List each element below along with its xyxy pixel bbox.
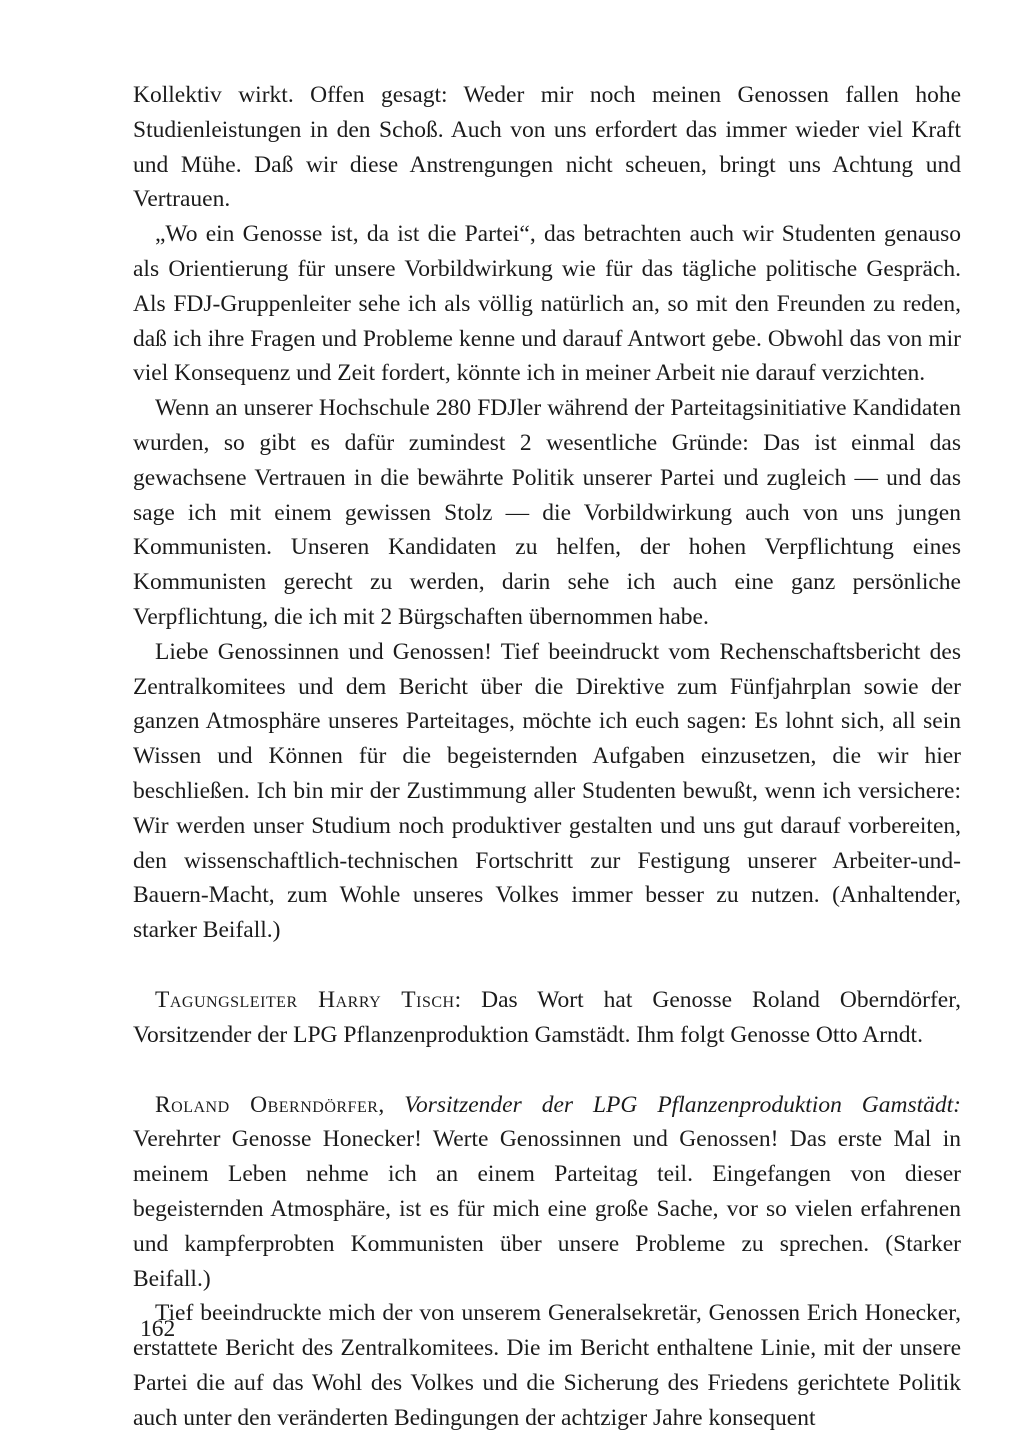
document-page [133, 78, 961, 1435]
page-number: 162 [140, 1316, 176, 1342]
section-gap [133, 1053, 961, 1088]
speech-text: Verehrter Genosse Honecker! Werte Genossinnen und Genossen! Das erste Mal in meinem Leben nehme ich an einem Parteitag teil. Eingefangen von dieser begeisternden Atmosphäre, ist es für mich eine große Sache, vor so vielen erfahrenen und kampferprobten Kommunisten über unsere Probleme zu sprechen. (Starker Beifall.) [133, 1126, 961, 1292]
speaker-name: Tagungsleiter Harry Tisch [155, 986, 455, 1013]
speech-text: : Das Wort hat Genosse Roland Oberndörfer, Vorsitzender der LPG Pflanzenproduktion Gamstädt. Ihm folgt Genosse Otto Arndt. [133, 986, 961, 1048]
paragraph-2: „Wo ein Genosse ist, da ist die Partei“, das betrachten auch wir Studenten genauso als Orientierung für unsere Vorbildwirkung wie für das tägliche politische Gespräch. Als FDJ-Gruppenleiter sehe ich als völlig natürlich an, so mit den Freunden zu reden, daß ich ihre Fragen und Probleme kenne und darauf Antwort gebe. Obwohl das von mir viel Konsequenz und Zeit fordert, könnte ich in meiner Arbeit nie darauf verzichten. [133, 221, 961, 387]
section-gap [133, 948, 961, 983]
speaker-paragraph-tisch [133, 983, 961, 1053]
paragraph-4: Liebe Genossinnen und Genossen! Tief beeindruckt vom Rechenschaftsbericht des Zentralkomitees und dem Bericht über die Direktive zum Fünfjahrplan sowie der ganzen Atmosphäre unseres Parteitages, möchte ich euch sagen: Es lohnt sich, all sein Wissen und Können für die begeisternden Aufgaben einzusetzen, die wir hier beschließen. Ich bin mir der Zustimmung aller Studenten bewußt, wenn ich versichere: Wir werden unser Studium noch produktiver gestalten und uns gut darauf vorbereiten, den wissenschaftlich-technischen Fortschritt zur Festigung unserer Arbeiter-und-Bauern-Macht, zum Wohle unseres Volkes immer besser zu nutzen. (Anhaltender, starker Beifall.) [133, 638, 961, 944]
speaker-paragraph-oberndoerfer [133, 1088, 961, 1297]
speaker-name: Roland Oberndörfer [155, 1091, 379, 1118]
paragraph-1: Kollektiv wirkt. Offen gesagt: Weder mir noch meinen Genossen fallen hohe Studienleistungen in den Schoß. Auch von uns erfordert das immer wieder viel Kraft und Mühe. Daß wir diese Anstrengungen nicht scheuen, bringt uns Achtung und Vertrauen. [133, 82, 961, 213]
speaker-role: Vorsitzender der LPG Pflanzenproduktion Gamstädt: [404, 1091, 961, 1118]
speaker-separator: , [378, 1091, 405, 1118]
paragraph-3: Wenn an unserer Hochschule 280 FDJler während der Parteitagsinitiative Kandidaten wurden, so gibt es dafür zumindest 2 wesentliche Gründe: Das ist einmal das gewachsene Vertrauen in die bewährte Politik unserer Partei und zugleich — und das sage ich mit einem gewissen Stolz — die Vorbildwirkung auch von uns jungen Kommunisten. Unseren Kandidaten zu helfen, der hohen Verpflichtung eines Kommunisten gerecht zu werden, darin sehe ich auch eine ganz persönliche Verpflichtung, die ich mit 2 Bürgschaften übernommen habe. [133, 395, 961, 630]
paragraph-7: Tief beeindruckte mich der von unserem Generalsekretär, Genossen Erich Honecker, erstattete Bericht des Zentralkomitees. Die im Bericht enthaltene Linie, mit der unsere Partei die auf das Wohl des Volkes und die Sicherung des Friedens gerichtete Politik auch unter den veränderten Bedingungen der achtziger Jahre konsequent [133, 1300, 961, 1431]
